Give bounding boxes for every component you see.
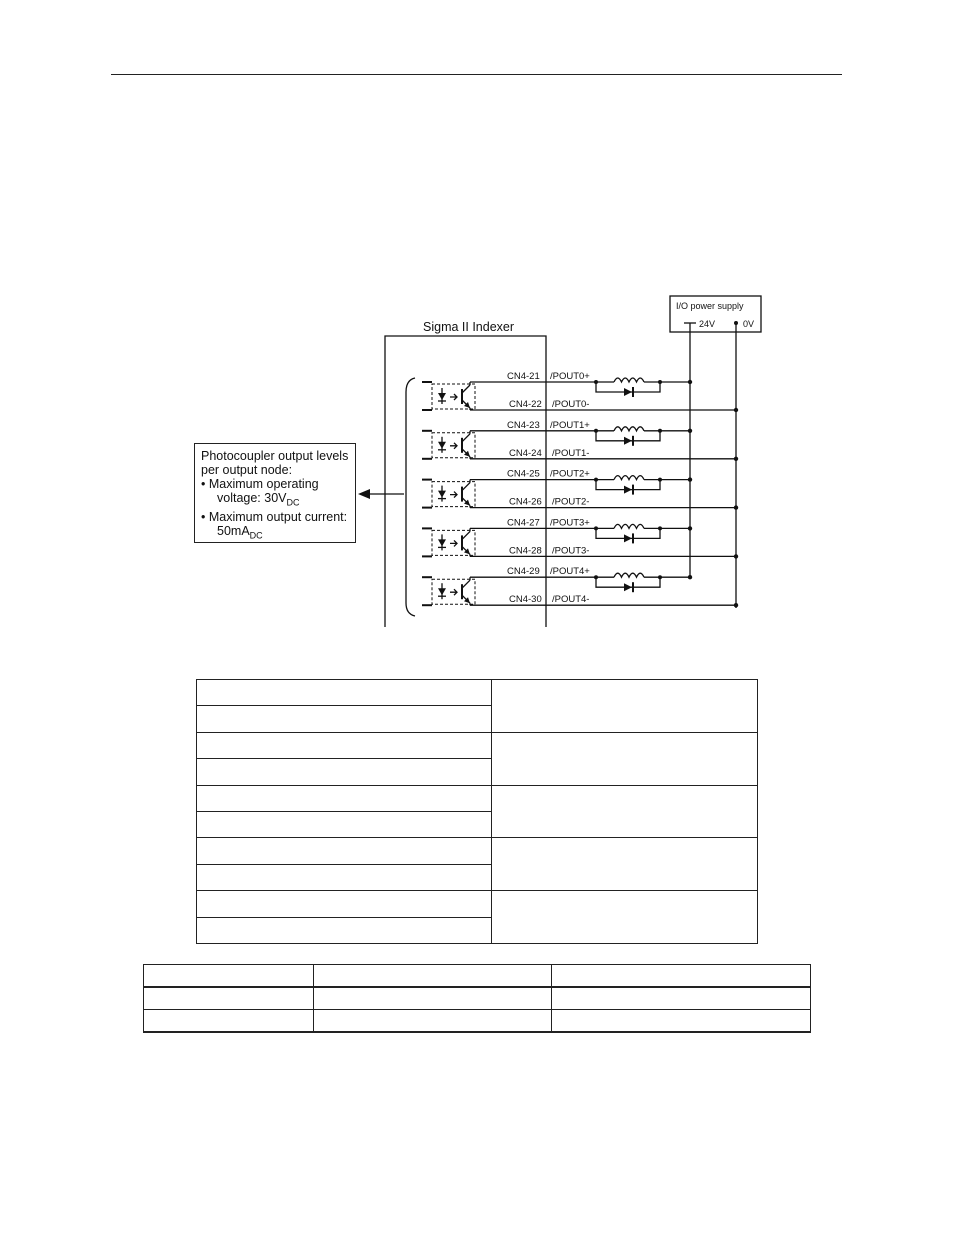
signal-cell <box>492 838 758 891</box>
light-arrow-icon <box>450 443 457 449</box>
light-arrow-icon <box>450 540 457 546</box>
table-cell <box>314 987 552 1010</box>
pin-label-plus: CN4-29 <box>507 566 540 578</box>
pin-label-plus: CN4-23 <box>507 419 540 431</box>
junction-dot <box>658 526 662 530</box>
light-arrow-icon <box>450 589 457 595</box>
pin-label-minus: CN4-26 <box>509 496 542 508</box>
callout-voltage-sub: DC <box>286 497 300 508</box>
table-row <box>197 785 758 811</box>
pin-label-minus: CN4-24 <box>509 447 542 459</box>
signal-cell <box>492 891 758 944</box>
bus-24v-junction <box>688 380 692 384</box>
pin-cell <box>197 891 492 917</box>
flyback-diode-icon <box>624 388 632 396</box>
pin-cell <box>197 732 492 758</box>
signal-label-plus: /POUT2+ <box>550 468 590 480</box>
transistor-collector <box>462 483 470 491</box>
pin-label-plus: CN4-27 <box>507 517 540 529</box>
table-row <box>144 1010 811 1033</box>
pin-label-minus: CN4-30 <box>509 594 542 606</box>
signal-label-plus: /POUT1+ <box>550 419 590 431</box>
junction-dot <box>658 429 662 433</box>
table-cell <box>144 987 314 1010</box>
table-cell <box>552 1010 811 1033</box>
junction-dot <box>594 478 598 482</box>
table-row <box>197 680 758 706</box>
signal-label-minus: /POUT1- <box>552 447 590 459</box>
bus-24v-junction <box>688 575 692 579</box>
pin-label-minus: CN4-28 <box>509 545 542 557</box>
pin-label-plus: CN4-21 <box>507 371 540 382</box>
transistor-collector <box>462 580 470 588</box>
transistor-collector <box>462 434 470 442</box>
signal-label-plus: /POUT0+ <box>550 371 590 382</box>
transistor-collector <box>462 531 470 539</box>
power-0v-label: 0V <box>743 319 755 329</box>
pin-cell <box>197 785 492 811</box>
junction-dot <box>594 429 598 433</box>
callout-line-2: per output node: <box>201 463 293 477</box>
table-cell <box>314 1010 552 1033</box>
junction-dot <box>594 526 598 530</box>
bus-0v-junction <box>734 457 738 461</box>
signal-label-minus: /POUT0- <box>552 399 590 410</box>
pin-cell <box>197 706 492 732</box>
table-row <box>144 987 811 1010</box>
bus-24v-junction <box>688 429 692 433</box>
signal-cell <box>492 785 758 838</box>
signal-label-plus: /POUT3+ <box>550 517 590 529</box>
pin-assignment-table <box>196 679 758 944</box>
channel-brace <box>406 378 415 616</box>
transistor-collector <box>462 385 470 393</box>
callout-current-row <box>201 524 349 543</box>
table-cell <box>552 987 811 1010</box>
pin-cell <box>197 838 492 864</box>
signal-label-minus: /POUT3- <box>552 545 590 557</box>
bus-24v-junction <box>688 477 692 481</box>
junction-dot <box>658 575 662 579</box>
junction-dot <box>658 380 662 384</box>
pin-cell <box>197 680 492 706</box>
led-icon <box>438 393 446 400</box>
light-arrow-icon <box>450 394 457 400</box>
pin-cell <box>197 759 492 785</box>
flyback-diode-icon <box>624 486 632 494</box>
power-24v-label: 24V <box>699 319 716 329</box>
header-cell <box>144 965 314 988</box>
photocoupler-levels-callout <box>194 443 356 543</box>
table-row <box>197 732 758 758</box>
signal-cell <box>492 680 758 733</box>
bus-0v-junction <box>734 603 738 607</box>
signal-label-minus: /POUT4- <box>552 594 590 606</box>
table-header-row <box>144 965 811 988</box>
led-icon <box>438 588 446 595</box>
junction-dot <box>658 478 662 482</box>
led-icon <box>438 539 446 546</box>
callout-line-1: Photocoupler output levels <box>201 449 349 463</box>
junction-dot <box>594 380 598 384</box>
bus-0v-junction <box>734 554 738 558</box>
table-row <box>197 891 758 917</box>
table-cell <box>144 1010 314 1033</box>
callout-current-sub: DC <box>249 530 263 540</box>
led-icon <box>438 491 446 498</box>
light-arrow-icon <box>450 492 457 498</box>
signal-label-minus: /POUT2- <box>552 496 590 508</box>
pin-cell <box>197 864 492 890</box>
bus-0v-junction <box>734 408 738 412</box>
indexer-label: Sigma II Indexer <box>423 320 515 334</box>
signal-label-plus: /POUT4+ <box>550 566 590 578</box>
header-cell <box>314 965 552 988</box>
flyback-diode-icon <box>624 437 632 445</box>
pin-cell <box>197 811 492 837</box>
callout-voltage-value: voltage: 30V <box>217 491 287 505</box>
table-row <box>197 838 758 864</box>
bus-0v-junction <box>734 505 738 509</box>
spec-table <box>143 964 811 1033</box>
header-cell <box>552 965 811 988</box>
flyback-diode-icon <box>624 583 632 591</box>
bus-24v-junction <box>688 526 692 530</box>
pin-label-plus: CN4-25 <box>507 468 540 480</box>
junction-dot <box>594 575 598 579</box>
signal-cell <box>492 732 758 785</box>
callout-current-value: 50mA <box>217 523 250 538</box>
pin-label-minus: CN4-22 <box>509 399 542 410</box>
callout-arrow-head <box>358 489 370 499</box>
led-icon <box>438 442 446 449</box>
callout-bullet-1: • Maximum operating <box>201 477 319 491</box>
power-supply-title: I/O power supply <box>676 301 744 311</box>
flyback-diode-icon <box>624 534 632 542</box>
pin-cell <box>197 917 492 943</box>
callout-bullet-2: • Maximum output current: <box>201 509 348 524</box>
callout-voltage-row <box>201 491 349 510</box>
